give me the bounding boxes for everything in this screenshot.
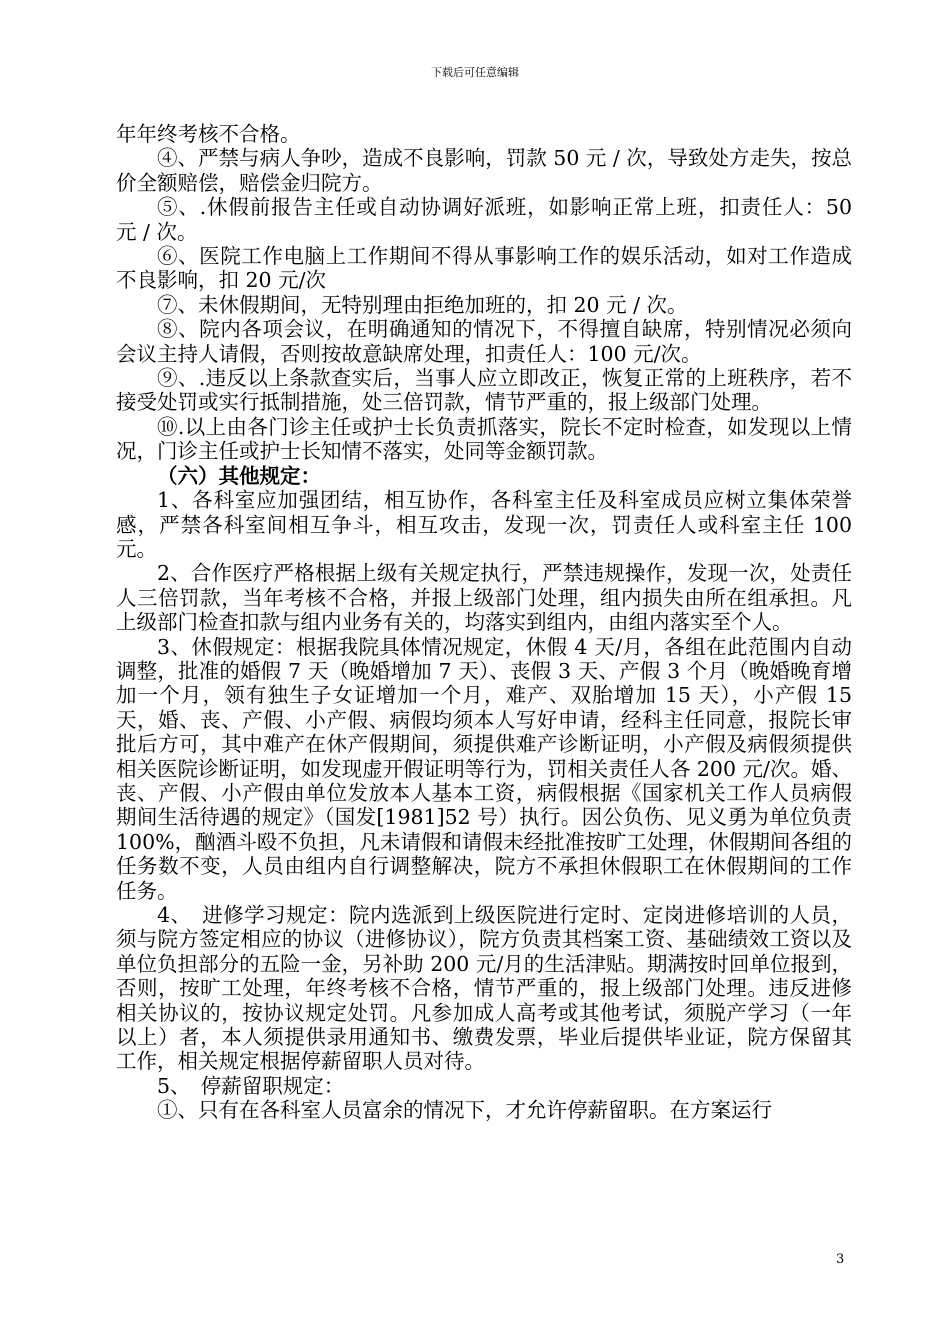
paragraph: ⑩.以上由各门诊主任或护士长负责抓落实，院长不定时检查，如发现以上情况，门诊主任或护士长知情不落实，处同等金额罚款。 [116,414,852,464]
paragraph: 3、休假规定：根据我院具体情况规定，休假 4 天/月，各组在此范围内自动调整，批准的婚假 7 天（晚婚增加 7 天）、丧假 3 天、产假 3 个月（晚婚晚育增加一个月，领有独生子女证增加一个月，难产、双胎增加 15 天），小产假 15 天，婚、丧、产假、小产假、病假均须本人写好申请，经科主任同意，报院长审批后方可，其中难产在休产假期间，须提供难产诊断证明，小产假及病假须提供相关医院诊断证明，如发现虚开假证明等行为，罚相关责任人各 200 元/次。婚、丧、产假、小产假由单位发放本人基本工资，病假根据《国家机关工作人员病假期间生活待遇的规定》（国发[1981]52 号）执行。因公负伤、见义勇为单位负责 100%，酗酒斗殴不负担，凡未请假和请假未经批准按旷工处理，休假期间各组的任务数不变，人员由组内自行调整解决，院方不承担休假职工在休假期间的工作任务。 [116,634,852,903]
paragraph: ⑧、院内各项会议，在明确通知的情况下，不得擅自缺席，特别情况必须向会议主持人请假，否则按故意缺席处理，扣责任人：100 元/次。 [116,317,852,366]
document-body [116,122,852,1123]
page-header: 下载后可任意编辑 [431,66,519,79]
section-heading: （六）其他规定： [157,463,321,488]
paragraph: 1、各科室应加强团结，相互协作，各科室主任及科室成员应树立集体荣誉感，严禁各科室间相互争斗，相互攻击，发现一次，罚责任人或科室主任 100 元。 [116,488,852,561]
paragraph: 年年终考核不合格。 [116,122,301,146]
paragraph: ⑥、医院工作电脑上工作期间不得从事影响工作的娱乐活动，如对工作造成不良影响，扣 20 元/次 [116,244,852,293]
paragraph: ⑦、未休假期间，无特别理由拒绝加班的，扣 20 元 / 次。 [157,292,688,317]
paragraph: 4、 进修学习规定：院内选派到上级医院进行定时、定岗进修培训的人员，须与院方签定相应的协议（进修协议），院方负责其档案工资、基础绩效工资以及单位负担部分的五险一金，另补助 200 元/月的生活津贴。期满按时回单位报到，否则，按旷工处理，年终考核不合格，情节严重的，报上级部门处理。违反进修相关协议的，按协议规定处罚。凡参加成人高考或其他考试，须脱产学习（一年以上）者，本人须提供录用通知书、缴费发票，毕业后提供毕业证，院方保留其工作，相关规定根据停薪留职人员对待。 [116,903,852,1074]
paragraph: ⑤、.休假前报告主任或自动协调好派班，如影响正常上班，扣责任人：50 元 / 次。 [116,195,852,244]
page-number: 3 [836,1252,845,1267]
paragraph: 2、合作医疗严格根据上级有关规定执行，严禁违规操作，发现一次，处责任人三倍罚款，当年考核不合格，并报上级部门处理，组内损失由所在组承担。凡上级部门检查扣款与组内业务有关的，均落实到组内，由组内落实至个人。 [116,561,852,635]
paragraph: 5、 停薪留职规定： [157,1073,345,1098]
paragraph: ①、只有在各科室人员富余的情况下，才允许停薪留职。在方案运行 [157,1098,772,1123]
paragraph: ⑨、.违反以上条款查实后，当事人应立即改正，恢复正常的上班秩序，若不接受处罚或实行抵制措施，处三倍罚款，情节严重的，报上级部门处理。 [116,366,852,415]
paragraph: ④、严禁与病人争吵，造成不良影响，罚款 50 元 / 次，导致处方走失，按总价全额赔偿，赔偿金归院方。 [116,146,852,195]
